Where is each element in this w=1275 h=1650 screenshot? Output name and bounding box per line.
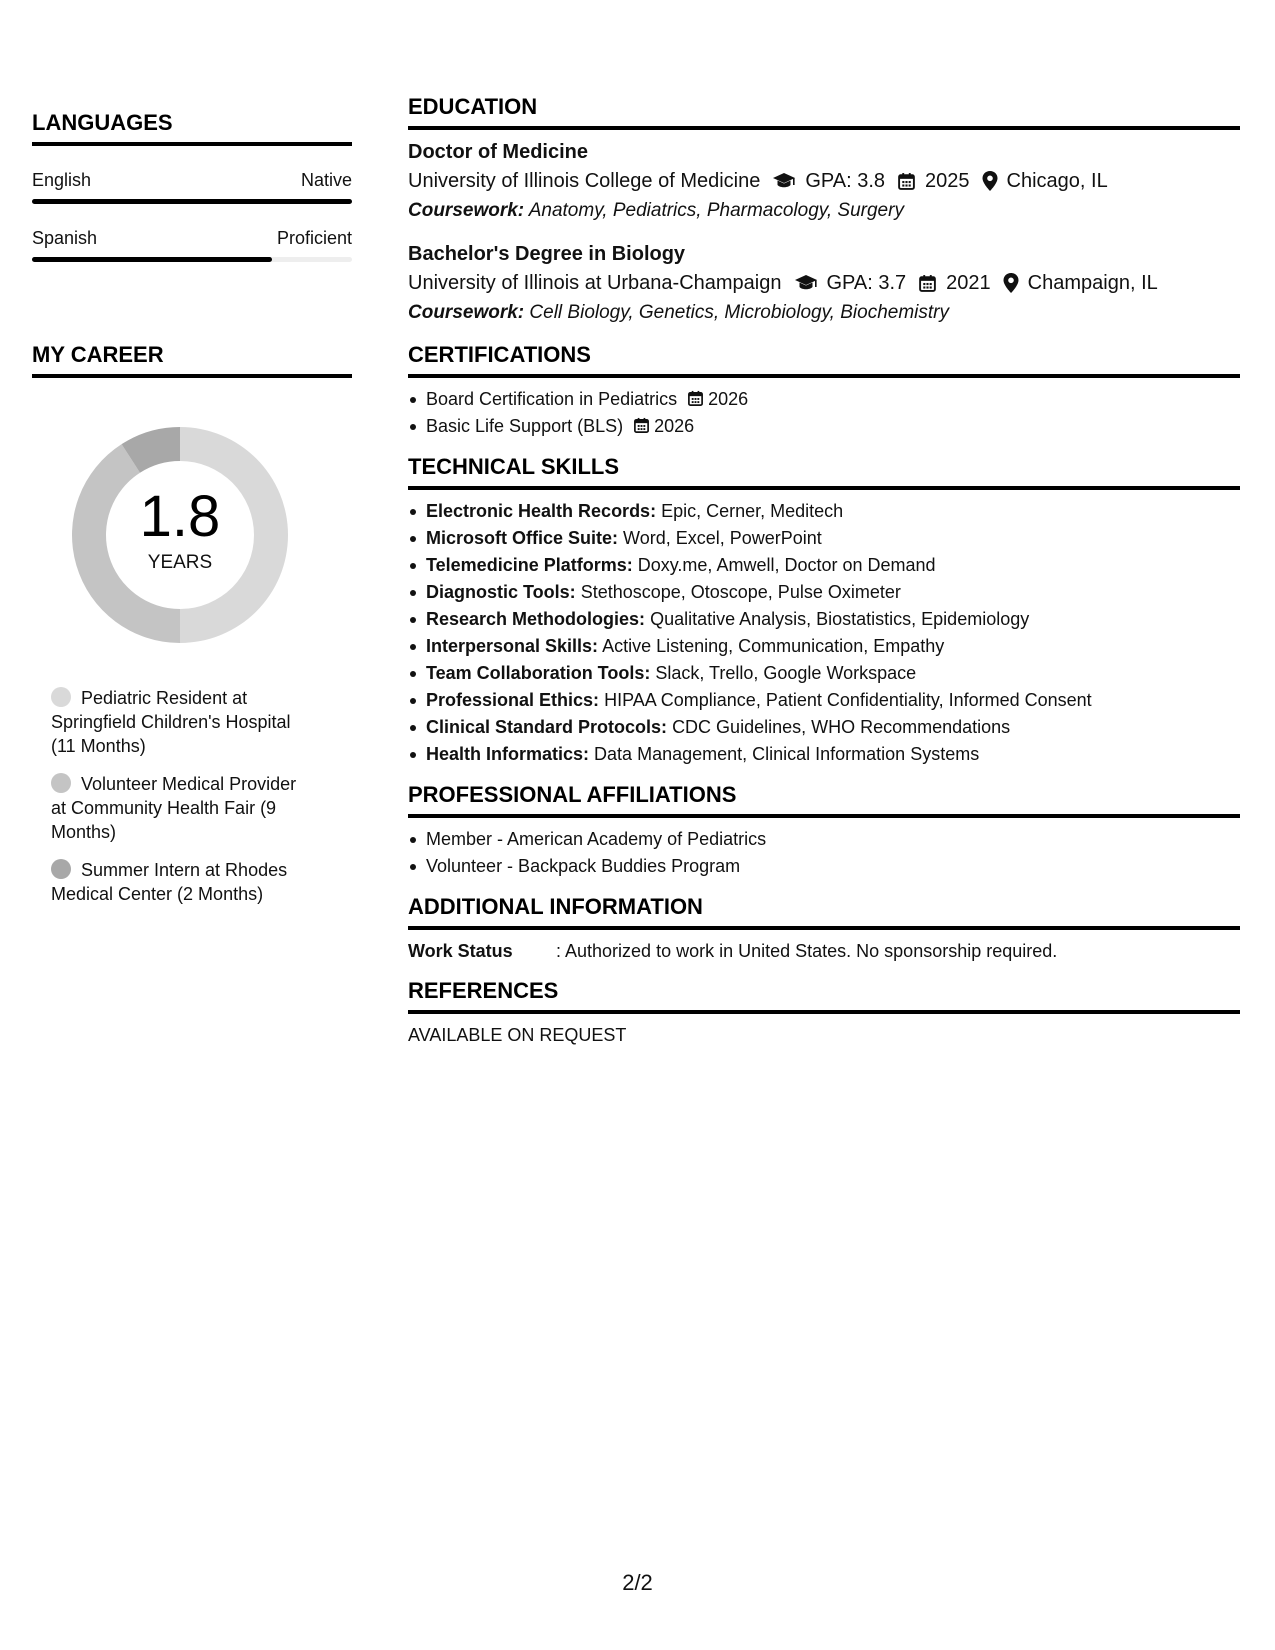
skill-values: Word, Excel, PowerPoint <box>623 528 822 548</box>
skill-item <box>408 579 1240 606</box>
career-role-label: Volunteer Medical Provider at Community Health Fair (9 Months) <box>51 774 297 842</box>
skill-values: Qualitative Analysis, Biostatistics, Epidemiology <box>650 609 1030 629</box>
coursework-label: Coursework: <box>408 302 525 323</box>
school-name: University of Illinois College of Medicine <box>408 170 761 192</box>
calendar-icon <box>687 390 704 407</box>
coursework <box>408 196 1240 226</box>
skill-item <box>408 552 1240 579</box>
coursework-list: Cell Biology, Genetics, Microbiology, Biochemistry <box>529 302 949 323</box>
additional-section <box>408 894 1240 964</box>
career-legend <box>32 686 302 906</box>
certification-item <box>408 386 1240 413</box>
education-details <box>408 268 1240 298</box>
certification-name: Board Certification in Pediatrics <box>426 389 678 409</box>
graduation-cap-icon <box>794 274 818 292</box>
degree-title: Doctor of Medicine <box>408 141 589 163</box>
graduation-year: 2021 <box>946 272 991 294</box>
skill-item <box>408 741 1240 768</box>
language-bar <box>32 199 352 204</box>
career-legend-item <box>51 686 302 758</box>
additional-title: ADDITIONAL INFORMATION <box>408 894 1240 930</box>
skill-values: Epic, Cerner, Meditech <box>661 501 844 521</box>
skill-item <box>408 714 1240 741</box>
languages-title: LANGUAGES <box>32 110 352 146</box>
certification-item <box>408 413 1240 440</box>
skill-category: Microsoft Office Suite: <box>426 528 619 548</box>
donut-center <box>65 420 295 650</box>
language-item <box>32 170 352 204</box>
skill-category: Team Collaboration Tools: <box>426 663 651 683</box>
skill-category: Diagnostic Tools: <box>426 582 576 602</box>
certifications-list <box>408 386 1240 440</box>
skill-values: Slack, Trello, Google Workspace <box>655 663 917 683</box>
skill-category: Telemedicine Platforms: <box>426 555 633 575</box>
languages-section <box>32 110 352 262</box>
certification-year: 2026 <box>654 416 695 436</box>
right-column <box>408 94 1240 1062</box>
career-total-unit: YEARS <box>147 552 213 573</box>
language-row <box>32 170 352 191</box>
language-bar-fill <box>32 199 352 204</box>
language-row <box>32 228 352 249</box>
education-item <box>408 240 1240 328</box>
left-column <box>32 110 352 920</box>
skill-item <box>408 687 1240 714</box>
work-status-label: Work Status <box>408 941 513 961</box>
work-status-row <box>408 938 1240 964</box>
skill-values: Active Listening, Communication, Empathy <box>602 636 945 656</box>
calendar-icon <box>897 172 916 191</box>
legend-dot-icon <box>51 859 71 879</box>
affiliations-list <box>408 826 1240 880</box>
skills-section <box>408 454 1240 768</box>
skill-item <box>408 606 1240 633</box>
career-legend-item <box>51 772 302 844</box>
school-location: Chicago, IL <box>1006 170 1108 192</box>
coursework <box>408 298 1240 328</box>
career-donut-chart <box>65 420 295 650</box>
language-name: English <box>32 170 92 190</box>
coursework-label: Coursework: <box>408 200 525 221</box>
skills-list <box>408 498 1240 768</box>
skill-category: Electronic Health Records: <box>426 501 657 521</box>
skill-category: Clinical Standard Protocols: <box>426 717 668 737</box>
skill-values: CDC Guidelines, WHO Recommendations <box>672 717 1011 737</box>
skill-item <box>408 525 1240 552</box>
skill-values: HIPAA Compliance, Patient Confidentiality, Informed Consent <box>604 690 1092 710</box>
school-location: Champaign, IL <box>1027 272 1158 294</box>
map-pin-icon <box>982 171 998 191</box>
skill-category: Interpersonal Skills: <box>426 636 599 656</box>
legend-dot-icon <box>51 773 71 793</box>
skill-item <box>408 660 1240 687</box>
skill-item <box>408 633 1240 660</box>
language-bar-fill <box>32 257 272 262</box>
career-role-label: Summer Intern at Rhodes Medical Center (2 Months) <box>51 860 288 904</box>
career-total-years: 1.8 <box>139 484 221 549</box>
skill-item <box>408 498 1240 525</box>
calendar-icon <box>918 274 937 293</box>
education-section <box>408 94 1240 328</box>
career-title: MY CAREER <box>32 342 352 378</box>
affiliations-title: PROFESSIONAL AFFILIATIONS <box>408 782 1240 818</box>
degree-title: Bachelor's Degree in Biology <box>408 243 686 265</box>
calendar-icon <box>633 417 650 434</box>
references-section <box>408 978 1240 1048</box>
skill-category: Research Methodologies: <box>426 609 646 629</box>
language-bar <box>32 257 352 262</box>
career-legend-item <box>51 858 302 906</box>
school-name: University of Illinois at Urbana-Champaign <box>408 272 782 294</box>
affiliation-item: Member - American Academy of Pediatrics <box>408 826 1240 853</box>
certification-name: Basic Life Support (BLS) <box>426 416 624 436</box>
education-list <box>408 138 1240 328</box>
education-title: EDUCATION <box>408 94 1240 130</box>
languages-list <box>32 170 352 262</box>
affiliation-item: Volunteer - Backpack Buddies Program <box>408 853 1240 880</box>
work-status-value: : Authorized to work in United States. No sponsorship required. <box>556 941 1058 961</box>
education-item <box>408 138 1240 226</box>
career-section <box>32 342 352 906</box>
references-title: REFERENCES <box>408 978 1240 1014</box>
certification-year: 2026 <box>708 389 749 409</box>
certifications-section <box>408 342 1240 440</box>
certifications-title: CERTIFICATIONS <box>408 342 1240 378</box>
page-number: 2/2 <box>622 1570 653 1595</box>
references-text: AVAILABLE ON REQUEST <box>408 1025 627 1045</box>
career-role-label: Pediatric Resident at Springfield Children's Hospital (11 Months) <box>51 688 291 756</box>
language-level: Native <box>300 170 352 190</box>
education-details <box>408 166 1240 196</box>
skill-values: Doxy.me, Amwell, Doctor on Demand <box>637 555 936 575</box>
gpa: GPA: 3.7 <box>826 272 907 294</box>
skills-title: TECHNICAL SKILLS <box>408 454 1240 490</box>
language-name: Spanish <box>32 228 98 248</box>
skill-category: Health Informatics: <box>426 744 590 764</box>
skill-values: Stethoscope, Otoscope, Pulse Oximeter <box>580 582 901 602</box>
legend-dot-icon <box>51 687 71 707</box>
skill-category: Professional Ethics: <box>426 690 600 710</box>
graduation-year: 2025 <box>925 170 970 192</box>
graduation-cap-icon <box>772 172 796 190</box>
language-item <box>32 228 352 262</box>
language-level: Proficient <box>276 228 352 248</box>
skill-values: Data Management, Clinical Information Systems <box>594 744 980 764</box>
gpa: GPA: 3.8 <box>805 170 886 192</box>
map-pin-icon <box>1003 273 1019 293</box>
affiliations-section <box>408 782 1240 880</box>
coursework-list: Anatomy, Pediatrics, Pharmacology, Surgery <box>528 200 904 221</box>
